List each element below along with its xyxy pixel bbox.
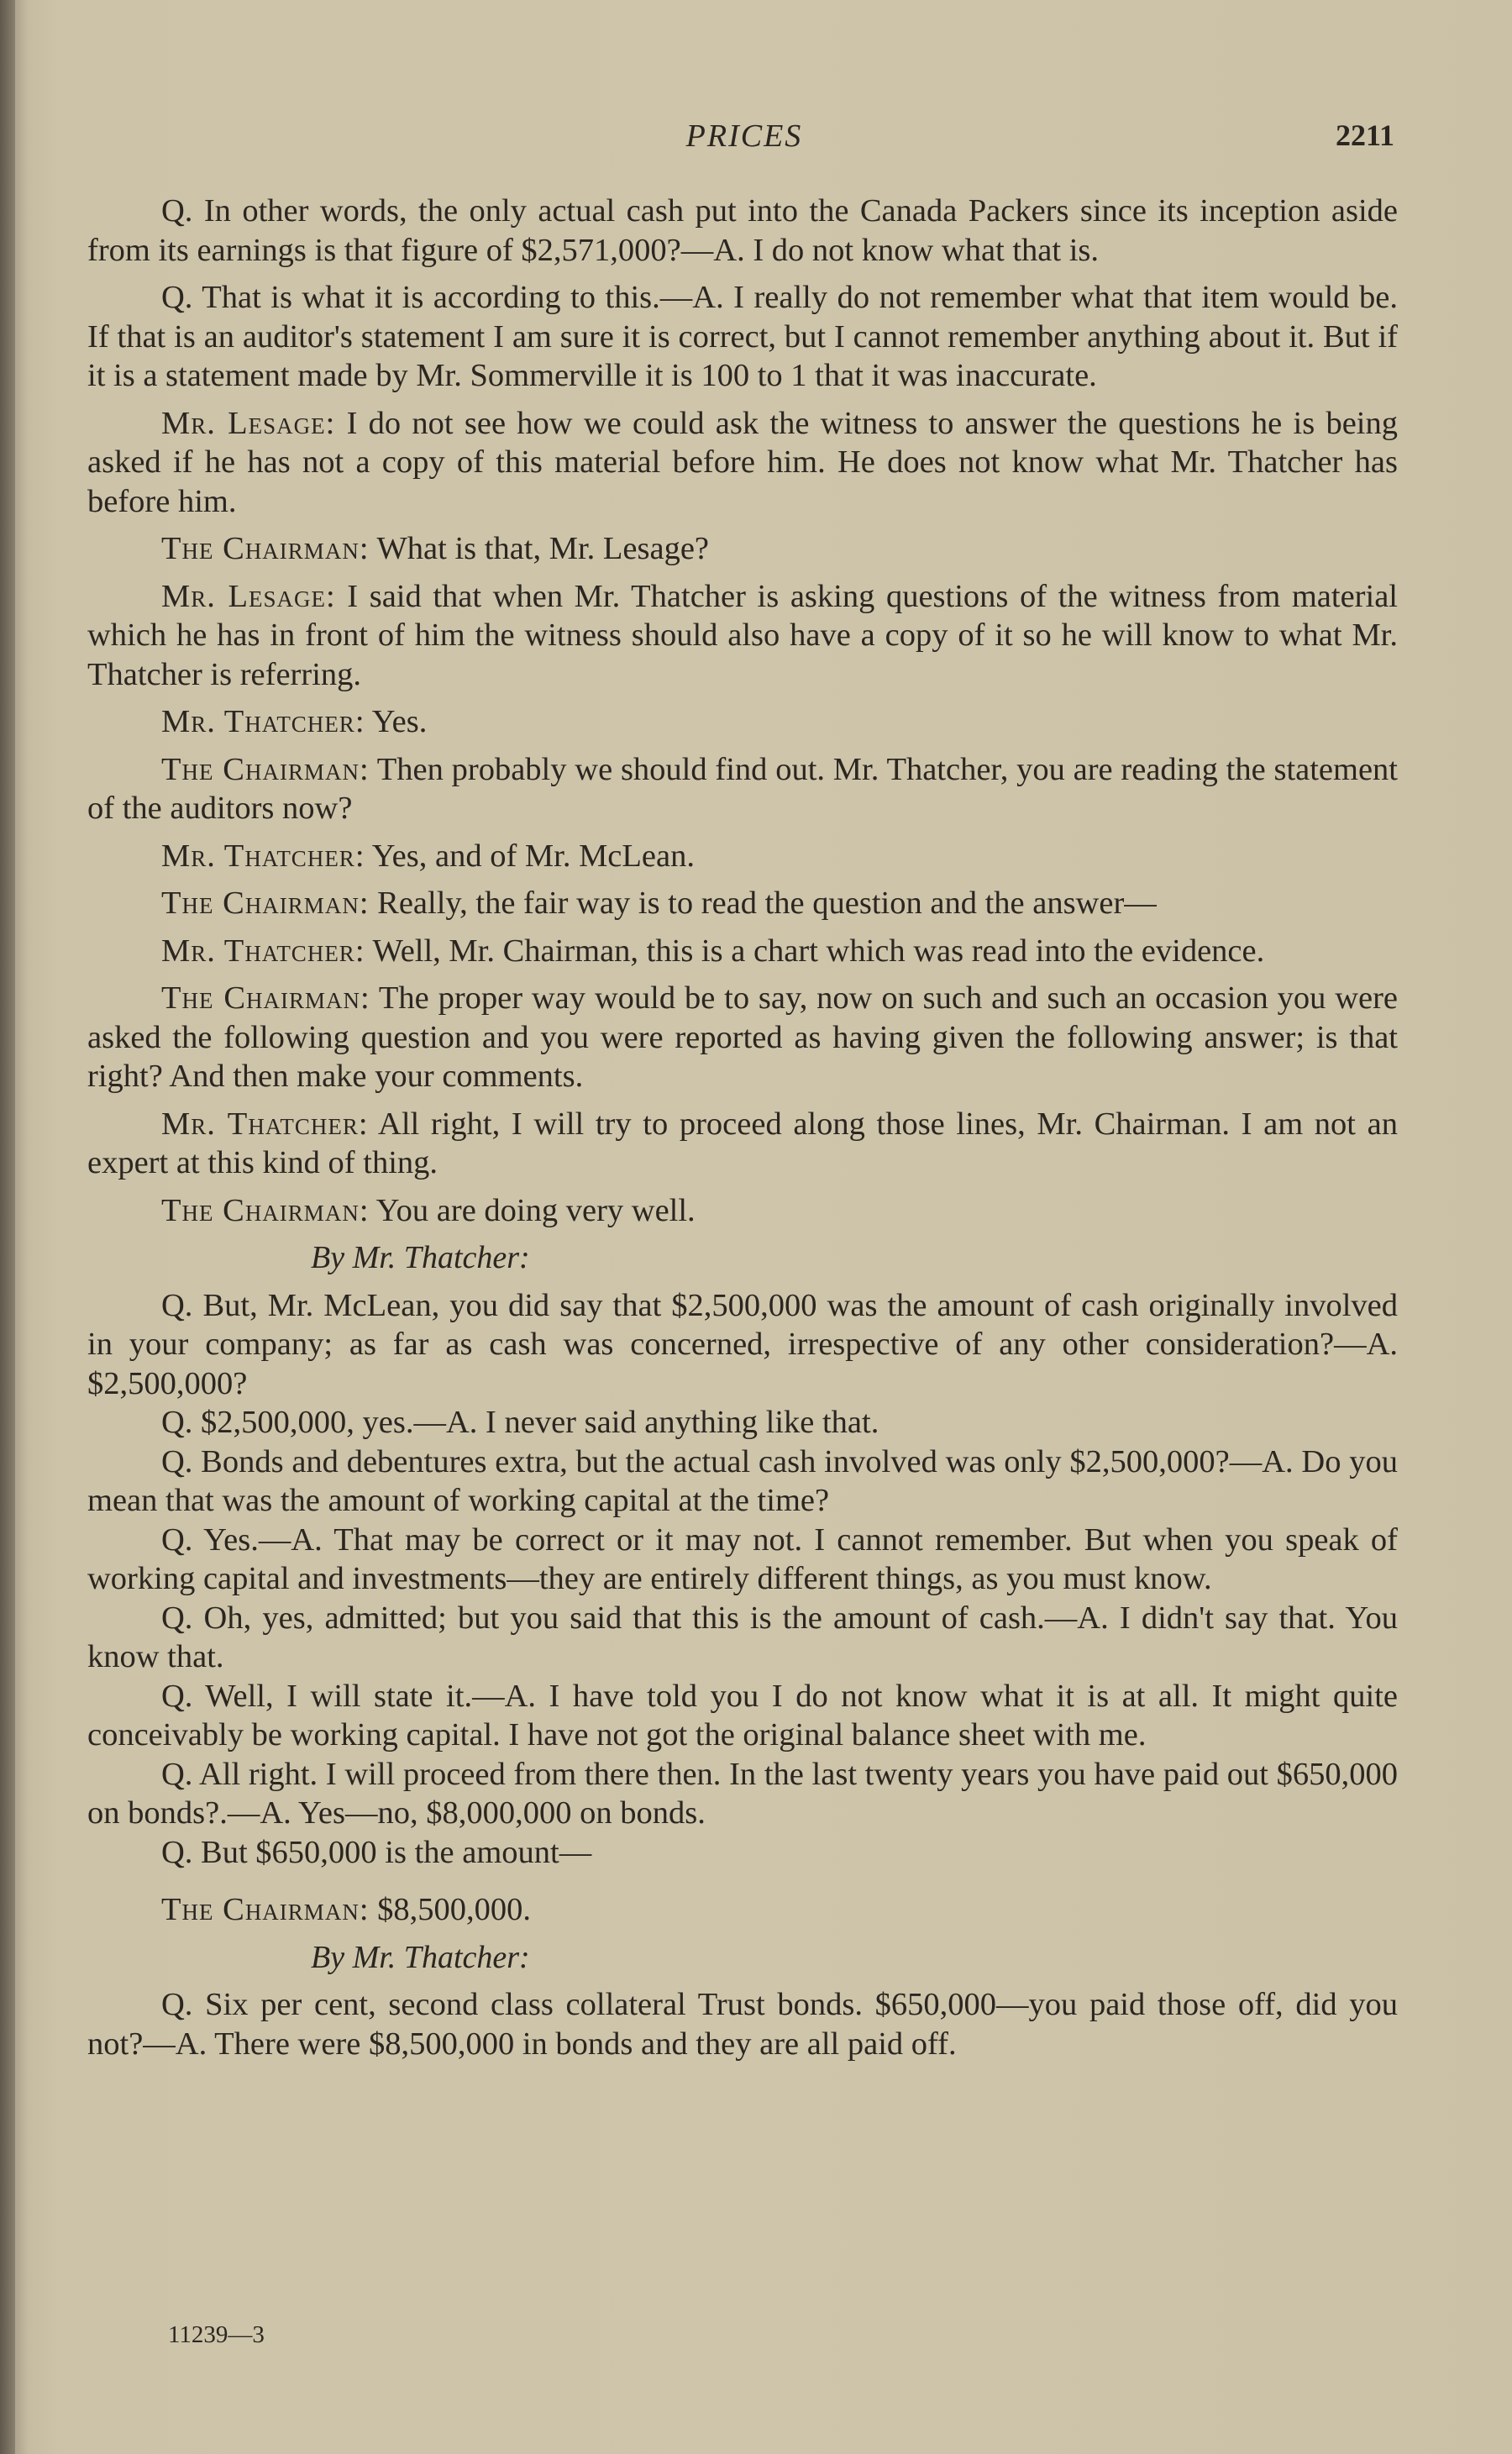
paragraph — [87, 979, 1398, 1096]
running-head: PRICES — [685, 118, 803, 154]
paragraph — [87, 529, 1398, 569]
paragraph — [87, 577, 1398, 695]
paragraph-text: Yes. — [365, 704, 428, 739]
speaker: Mr. Lesage: — [161, 405, 336, 441]
paragraph-text: Really, the fair way is to read the question and the answer— — [369, 885, 1157, 921]
paragraph — [87, 192, 1398, 270]
question-answer: Q. Well, I will state it.—A. I have told you I do not know what it is at all. It might quite conceivably be working capital. I have not got the original balance sheet with me. — [87, 1678, 1398, 1752]
paragraph — [87, 884, 1398, 923]
paragraph-text: The proper way would be to say, now on such and such an occasion you were asked the following question and you were reported as having given the following answer; is that right? And then make your comments. — [87, 980, 1398, 1094]
paragraph-text: Then probably we should find out. Mr. Thatcher, you are reading the statement of the auditors now? — [87, 751, 1398, 826]
paragraph — [87, 932, 1398, 971]
speaker: The Chairman: — [161, 885, 370, 921]
paragraph-text: Q. In other words, the only actual cash put into the Canada Packers since its inception aside from its earnings is that figure of $2,571,000?—A. I do not know what that is. — [87, 193, 1398, 268]
paragraph — [87, 278, 1398, 396]
paragraph — [87, 702, 1398, 742]
paragraph — [87, 404, 1398, 522]
paragraph-text: $8,500,000. — [369, 1892, 532, 1927]
paragraph — [87, 837, 1398, 876]
paragraph — [87, 750, 1398, 828]
question-answer: Q. $2,500,000, yes.—A. I never said anything like that. — [161, 1405, 879, 1440]
question-answer: Q. Oh, yes, admitted; but you said that this is the amount of cash.—A. I didn't say that. You know that. — [87, 1600, 1398, 1674]
speaker: The Chairman: — [161, 1892, 370, 1927]
body-text — [87, 192, 1398, 2063]
by-line: By Mr. Thatcher: — [311, 1240, 530, 1275]
speaker: The Chairman: — [161, 531, 370, 566]
paragraph-text: I said that when Mr. Thatcher is asking questions of the witness from material which he has in front of him the witness should also have a copy of it so he will know to what Mr. Thatcher is referring. — [87, 578, 1398, 692]
speaker: The Chairman: — [161, 980, 370, 1016]
paragraph — [87, 1191, 1398, 1231]
page-number: 2211 — [1335, 118, 1394, 152]
speaker: Mr. Thatcher: — [161, 704, 365, 739]
page-header — [94, 118, 1394, 160]
paragraph-text: You are doing very well. — [369, 1192, 696, 1228]
question-answer: Q. Yes.—A. That may be correct or it may not. I cannot remember. But when you speak of working capital and investments—they are entirely different things, as you must know. — [87, 1521, 1398, 1596]
speaker: Mr. Thatcher: — [161, 838, 365, 874]
signature-mark: 11239—3 — [168, 2321, 265, 2348]
speaker: The Chairman: — [161, 1192, 370, 1228]
speaker: Mr. Lesage: — [161, 578, 336, 614]
paragraph-text: All right, I will try to proceed along those lines, Mr. Chairman. I am not an expert at this kind of thing. — [87, 1106, 1398, 1180]
paragraph — [87, 1105, 1398, 1183]
speaker: Mr. Thatcher: — [161, 1106, 369, 1142]
speaker: The Chairman: — [161, 751, 370, 787]
question-answer: Q. All right. I will proceed from there then. In the last twenty years you have paid out $650,000 on bonds?.—A. Yes—no, $8,000,000 on bonds. — [87, 1756, 1398, 1831]
paragraph-text: I do not see how we could ask the witness to answer the questions he is being asked if he has not a copy of this material before him. He does not know what Mr. Thatcher has before him. — [87, 405, 1398, 519]
speaker: Mr. Thatcher: — [161, 933, 365, 969]
question-answer: Q. Bonds and debentures extra, but the actual cash involved was only $2,500,000?—A. Do you mean that was the amount of working capital at the time? — [87, 1443, 1398, 1518]
book-spine-shadow — [0, 0, 15, 2454]
paragraph — [87, 1890, 1398, 1930]
question-answer: Q. But $650,000 is the amount— — [161, 1834, 592, 1870]
paragraph-text: What is that, Mr. Lesage? — [369, 531, 710, 566]
question-answer: Q. Six per cent, second class collateral Trust bonds. $650,000—you paid those off, did you not?—A. There were $8,500,000 in bonds and they are all paid off. — [87, 1987, 1398, 2062]
paragraph-text: Well, Mr. Chairman, this is a chart which was read into the evidence. — [365, 933, 1265, 969]
paragraph-text: Yes, and of Mr. McLean. — [365, 838, 695, 874]
question-answer: Q. But, Mr. McLean, you did say that $2,500,000 was the amount of cash originally involved in your company; as far as cash was concerned, irrespective of any other consideration?—A. $2,500,000? — [87, 1287, 1398, 1401]
by-line: By Mr. Thatcher: — [311, 1939, 530, 1975]
paragraph-text: Q. That is what it is according to this.—A. I really do not remember what that item would be. If that is an auditor's statement I am sure it is correct, but I cannot remember anything about it. But if it is a statement made by Mr. Sommerville it is 100 to 1 that it was inaccurate. — [87, 280, 1398, 393]
